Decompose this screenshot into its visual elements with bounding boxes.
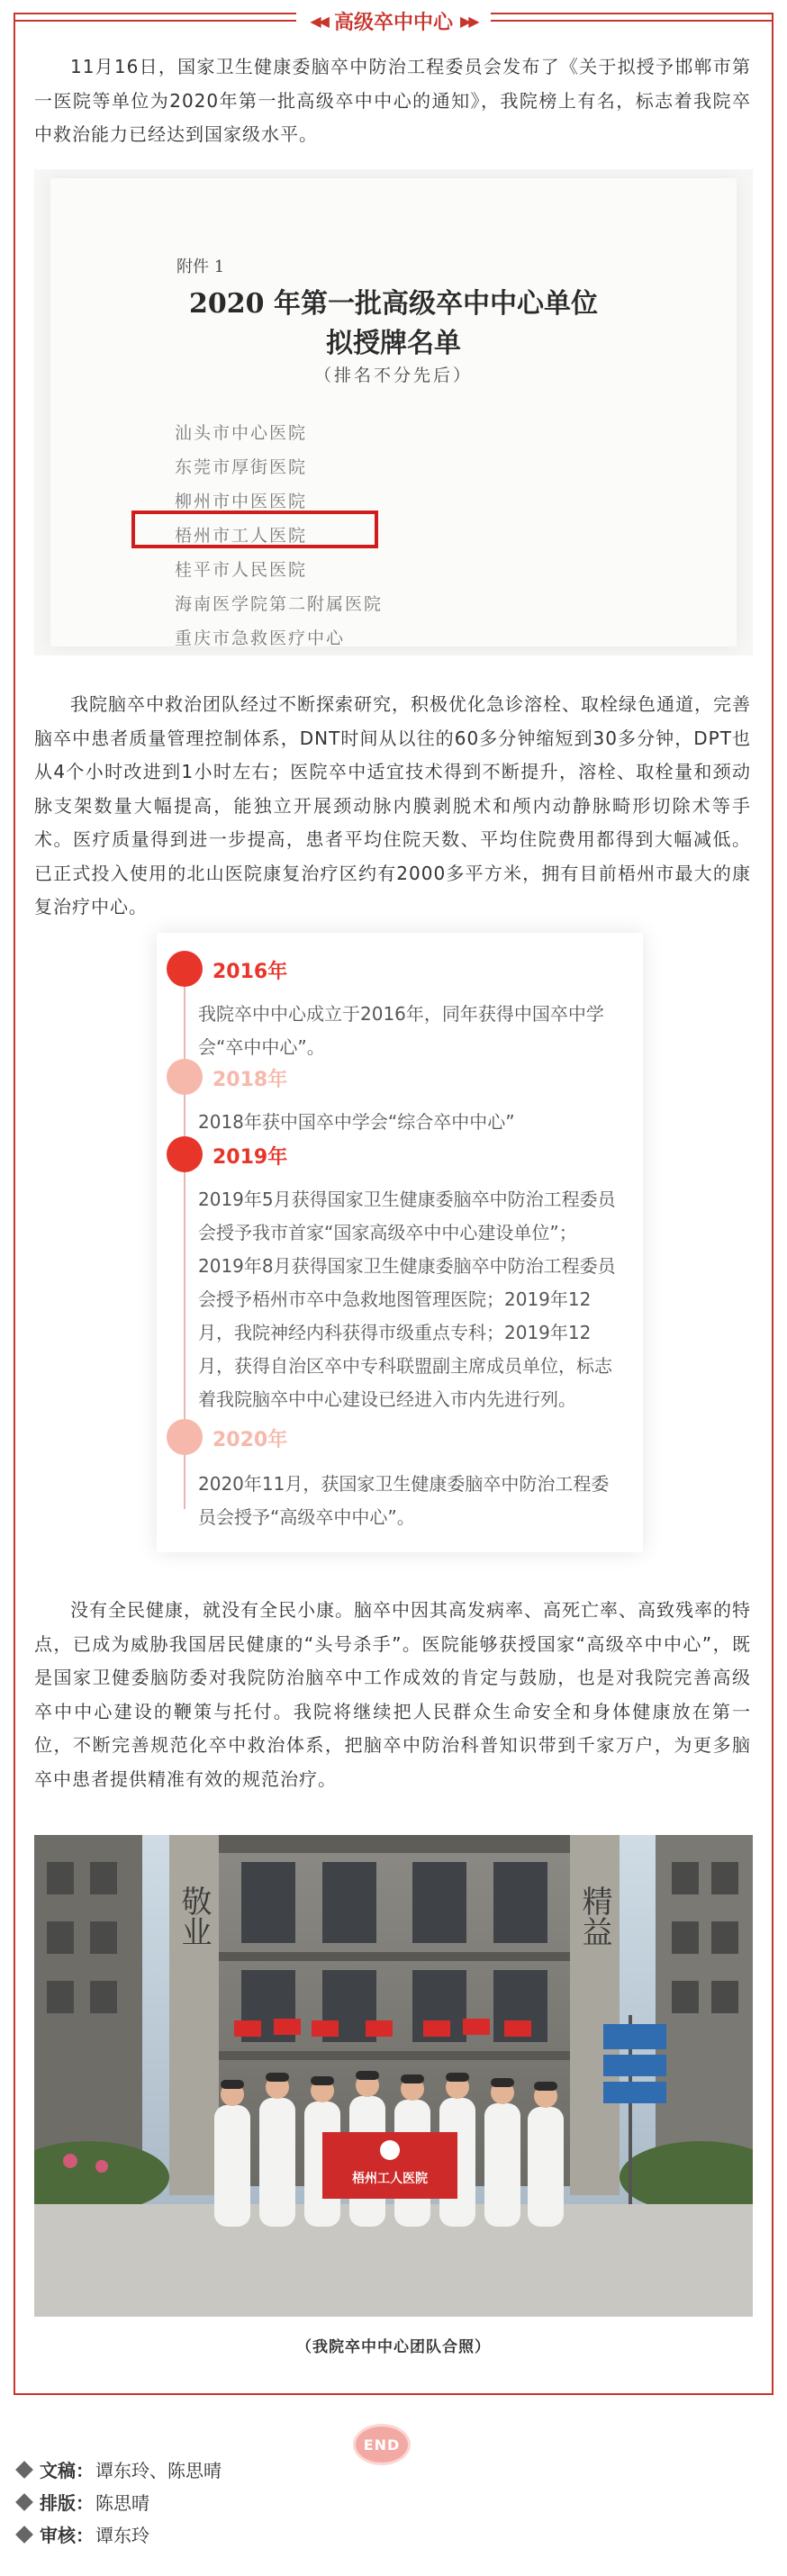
credit-reviewer xyxy=(14,2521,149,2547)
credit-label: 排版： xyxy=(40,2492,94,2514)
document-title-line2: 拟授牌名单 xyxy=(326,328,461,359)
team-group-photo xyxy=(34,1835,753,2317)
section-header xyxy=(0,0,787,36)
document-subtitle: （排名不分先后） xyxy=(313,366,473,385)
attachment-label: 附件 1 xyxy=(176,258,225,276)
hospital-list-item: 重庆市急救医疗中心 xyxy=(175,628,346,648)
team-photo-illustration xyxy=(34,1835,753,2317)
double-arrow-left-icon: ◀◀ xyxy=(310,12,327,30)
timeline-text: 我院卒中中心成立于2016年，同年获得中国卒中学会“卒中中心”。 xyxy=(198,1003,604,1058)
hospital-list-item-highlighted: 梧州市工人医院 xyxy=(175,526,308,546)
document-paper xyxy=(50,178,737,646)
timeline-dot xyxy=(167,951,203,987)
body-paragraph-1: 我院脑卒中救治团队经过不断探索研究，积极优化急诊溶栓、取栓绿色通道，完善脑卒中患者质量管理控制体系，DNT时间从以往的60多分钟缩短到30多分钟，DPT也从4个小时改进到1小时左右；医院卒中适宜技术得到不断提升，溶栓、取栓量和颈动脉支架数量大幅提高，能独立开展颈动脉内膜剥脱术和颅内动静脉畸形切除术等手术。医疗质量得到进一步提高，患者平均住院天数、平均住院费用都得到大幅减低。已正式投入使用的北山医院康复治疗区约有2000多平方米，拥有目前梧州市最大的康复治疗中心。 xyxy=(34,693,751,917)
document-title-line1: 2020 年第一批高级卒中中心单位 xyxy=(189,288,598,320)
timeline-text: 2018年获中国卒中学会“综合卒中中心” xyxy=(198,1111,515,1133)
intro-paragraph: 11月16日，国家卫生健康委脑卒中防治工程委员会发布了《关于拟授予邯郸市第一医院等单位为2020年第一批高级卒中中心的通知》，我院榜上有名，标志着我院卒中救治能力已经达到国家级水平。 xyxy=(34,56,751,145)
photo-caption: （我院卒中中心团队合照） xyxy=(296,2338,491,2356)
diamond-bullet-icon xyxy=(15,2526,33,2544)
timeline-dot xyxy=(167,1136,203,1172)
hospital-list-item: 汕头市中心医院 xyxy=(175,423,308,443)
pillar-inscription-left: 敬业 xyxy=(176,1885,212,1947)
timeline-year: 2020年 xyxy=(213,1429,288,1451)
end-badge: END xyxy=(356,2427,408,2463)
highlight-box xyxy=(131,511,378,548)
timeline-dot xyxy=(167,1059,203,1095)
credit-value: 谭东玲、陈思晴 xyxy=(95,2460,222,2481)
timeline-text: 2020年11月，获国家卫生健康委脑卒中防治工程委员会授予“高级卒中中心”。 xyxy=(198,1473,610,1528)
header-tag xyxy=(296,5,491,36)
credit-value: 谭东玲 xyxy=(95,2525,149,2546)
header-line-left xyxy=(14,20,302,22)
section-title: 高级卒中中心 xyxy=(333,11,453,34)
hospital-list-item: 东莞市厚街医院 xyxy=(175,457,308,477)
milestone-timeline xyxy=(157,933,643,1552)
hospital-list-item: 桂平市人民医院 xyxy=(175,560,308,580)
body-paragraph-2: 没有全民健康，就没有全民小康。脑卒中因其高发病率、高死亡率、高致残率的特点，已成为威胁我国居民健康的“头号杀手”。医院能够获授国家“高级卒中中心”，既是国家卫健委脑防委对我院防治脑卒中工作成效的肯定与鼓励，也是对我院完善高级卒中中心建设的鞭策与托付。我院将继续把人民群众生命安全和身体健康放在第一位，不断完善规范化卒中救治体系，把脑卒中防治科普知识带到千家万户，为更多脑卒中患者提供精准有效的规范治疗。 xyxy=(34,1599,751,1790)
credit-label: 文稿： xyxy=(40,2460,94,2481)
pillar-inscription-right: 精益 xyxy=(576,1885,612,1947)
double-arrow-right-icon: ▶▶ xyxy=(460,12,477,30)
diamond-bullet-icon xyxy=(15,2461,33,2479)
hospital-list-item: 海南医学院第二附属医院 xyxy=(175,594,384,614)
notice-document-image xyxy=(34,169,753,655)
timeline-dot xyxy=(167,1419,203,1455)
timeline-year: 2016年 xyxy=(213,961,288,983)
header-line-right xyxy=(486,20,773,22)
hospital-list-item: 柳州市中医医院 xyxy=(175,492,308,511)
timeline-text: 2019年5月获得国家卫生健康委脑卒中防治工程委员会授予我市首家“国家高级卒中中心建设单位”；2019年8月获得国家卫生健康委脑卒中防治工程委员会授予梧州市卒中急救地图管理医院；2019年12月，我院神经内科获得市级重点专科；2019年12月，获得自治区卒中专科联盟副主席成员单位，标志着我院脑卒中中心建设已经进入市内先进行列。 xyxy=(198,1189,616,1410)
credit-layout xyxy=(14,2489,149,2515)
timeline-year: 2018年 xyxy=(213,1069,288,1091)
team-banner-text: 梧州工人医院 xyxy=(352,2172,428,2186)
credit-label: 审核： xyxy=(40,2525,94,2546)
diamond-bullet-icon xyxy=(15,2493,33,2511)
timeline-year: 2019年 xyxy=(213,1146,288,1169)
credit-writer xyxy=(14,2456,222,2482)
credit-value: 陈思晴 xyxy=(95,2492,149,2514)
